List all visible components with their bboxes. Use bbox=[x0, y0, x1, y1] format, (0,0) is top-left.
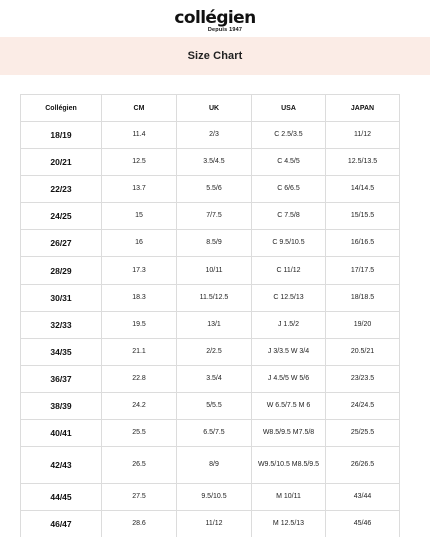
cell-japan: 19/20 bbox=[326, 311, 400, 338]
cell-cm: 28.6 bbox=[102, 511, 177, 537]
cell-usa: C 12.5/13 bbox=[252, 284, 326, 311]
cell-cm: 17.3 bbox=[102, 257, 177, 284]
size-chart-table bbox=[20, 94, 400, 537]
cell-cm: 11.4 bbox=[102, 122, 177, 149]
cell-uk: 9.5/10.5 bbox=[177, 484, 252, 511]
table-row bbox=[21, 484, 400, 511]
brand-name: collégien bbox=[174, 8, 256, 28]
cell-japan: 14/14.5 bbox=[326, 176, 400, 203]
table-row bbox=[21, 284, 400, 311]
cell-japan: 24/24.5 bbox=[326, 392, 400, 419]
header-uk: UK bbox=[177, 95, 252, 122]
cell-collegien-size: 26/27 bbox=[21, 230, 102, 257]
cell-japan: 17/17.5 bbox=[326, 257, 400, 284]
cell-usa: J 4.5/5 W 5/6 bbox=[252, 365, 326, 392]
cell-collegien-size: 30/31 bbox=[21, 284, 102, 311]
cell-uk: 2/3 bbox=[177, 122, 252, 149]
cell-collegien-size: 22/23 bbox=[21, 176, 102, 203]
table-row bbox=[21, 511, 400, 537]
cell-usa: C 7.5/8 bbox=[252, 203, 326, 230]
cell-cm: 12.5 bbox=[102, 149, 177, 176]
cell-cm: 22.8 bbox=[102, 365, 177, 392]
table-row bbox=[21, 447, 400, 484]
table-row bbox=[21, 257, 400, 284]
cell-japan: 23/23.5 bbox=[326, 365, 400, 392]
cell-japan: 26/26.5 bbox=[326, 447, 400, 484]
cell-japan: 18/18.5 bbox=[326, 284, 400, 311]
cell-collegien-size: 44/45 bbox=[21, 484, 102, 511]
cell-uk: 8.5/9 bbox=[177, 230, 252, 257]
cell-uk: 2/2.5 bbox=[177, 338, 252, 365]
table-row bbox=[21, 311, 400, 338]
table-row bbox=[21, 203, 400, 230]
cell-japan: 45/46 bbox=[326, 511, 400, 537]
cell-collegien-size: 42/43 bbox=[21, 447, 102, 484]
table-row bbox=[21, 392, 400, 419]
cell-usa: C 2.5/3.5 bbox=[252, 122, 326, 149]
brand-tagline-wrap bbox=[0, 27, 430, 33]
cell-cm: 16 bbox=[102, 230, 177, 257]
cell-japan: 25/25.5 bbox=[326, 420, 400, 447]
brand-tagline: Depuis 1947 bbox=[207, 27, 243, 33]
cell-collegien-size: 38/39 bbox=[21, 392, 102, 419]
header-cm: CM bbox=[102, 95, 177, 122]
cell-usa: C 11/12 bbox=[252, 257, 326, 284]
cell-uk: 11/12 bbox=[177, 511, 252, 537]
cell-usa: J 3/3.5 W 3/4 bbox=[252, 338, 326, 365]
cell-uk: 10/11 bbox=[177, 257, 252, 284]
cell-cm: 18.3 bbox=[102, 284, 177, 311]
table-row bbox=[21, 176, 400, 203]
cell-uk: 5/5.5 bbox=[177, 392, 252, 419]
cell-collegien-size: 46/47 bbox=[21, 511, 102, 537]
cell-uk: 3.5/4.5 bbox=[177, 149, 252, 176]
cell-cm: 15 bbox=[102, 203, 177, 230]
cell-uk: 13/1 bbox=[177, 311, 252, 338]
header-usa: USA bbox=[252, 95, 326, 122]
cell-usa: C 9.5/10.5 bbox=[252, 230, 326, 257]
table-row bbox=[21, 230, 400, 257]
cell-cm: 24.2 bbox=[102, 392, 177, 419]
cell-usa: W8.5/9.5 M7.5/8 bbox=[252, 420, 326, 447]
table-row bbox=[21, 149, 400, 176]
table-row bbox=[21, 365, 400, 392]
cell-collegien-size: 40/41 bbox=[21, 420, 102, 447]
cell-collegien-size: 34/35 bbox=[21, 338, 102, 365]
cell-cm: 13.7 bbox=[102, 176, 177, 203]
table-row bbox=[21, 122, 400, 149]
cell-uk: 5.5/6 bbox=[177, 176, 252, 203]
cell-usa: W9.5/10.5 M8.5/9.5 bbox=[252, 447, 326, 484]
header-collegien: Collégien bbox=[21, 95, 102, 122]
cell-collegien-size: 20/21 bbox=[21, 149, 102, 176]
cell-japan: 11/12 bbox=[326, 122, 400, 149]
cell-japan: 20.5/21 bbox=[326, 338, 400, 365]
cell-cm: 26.5 bbox=[102, 447, 177, 484]
cell-uk: 8/9 bbox=[177, 447, 252, 484]
cell-usa: C 6/6.5 bbox=[252, 176, 326, 203]
cell-collegien-size: 36/37 bbox=[21, 365, 102, 392]
cell-collegien-size: 32/33 bbox=[21, 311, 102, 338]
cell-collegien-size: 24/25 bbox=[21, 203, 102, 230]
cell-cm: 25.5 bbox=[102, 420, 177, 447]
table-row bbox=[21, 420, 400, 447]
cell-collegien-size: 18/19 bbox=[21, 122, 102, 149]
title-banner bbox=[0, 37, 430, 75]
cell-japan: 43/44 bbox=[326, 484, 400, 511]
cell-usa: C 4.5/5 bbox=[252, 149, 326, 176]
cell-usa: M 10/11 bbox=[252, 484, 326, 511]
page-title: Size Chart bbox=[187, 50, 243, 62]
header-japan: JAPAN bbox=[326, 95, 400, 122]
cell-usa: J 1.5/2 bbox=[252, 311, 326, 338]
cell-japan: 15/15.5 bbox=[326, 203, 400, 230]
cell-usa: M 12.5/13 bbox=[252, 511, 326, 537]
table-header-row bbox=[21, 95, 400, 122]
cell-collegien-size: 28/29 bbox=[21, 257, 102, 284]
table-row bbox=[21, 338, 400, 365]
cell-uk: 7/7.5 bbox=[177, 203, 252, 230]
cell-uk: 3.5/4 bbox=[177, 365, 252, 392]
cell-cm: 27.5 bbox=[102, 484, 177, 511]
cell-usa: W 6.5/7.5 M 6 bbox=[252, 392, 326, 419]
cell-japan: 12.5/13.5 bbox=[326, 149, 400, 176]
cell-cm: 19.5 bbox=[102, 311, 177, 338]
cell-japan: 16/16.5 bbox=[326, 230, 400, 257]
cell-uk: 6.5/7.5 bbox=[177, 420, 252, 447]
cell-uk: 11.5/12.5 bbox=[177, 284, 252, 311]
cell-cm: 21.1 bbox=[102, 338, 177, 365]
